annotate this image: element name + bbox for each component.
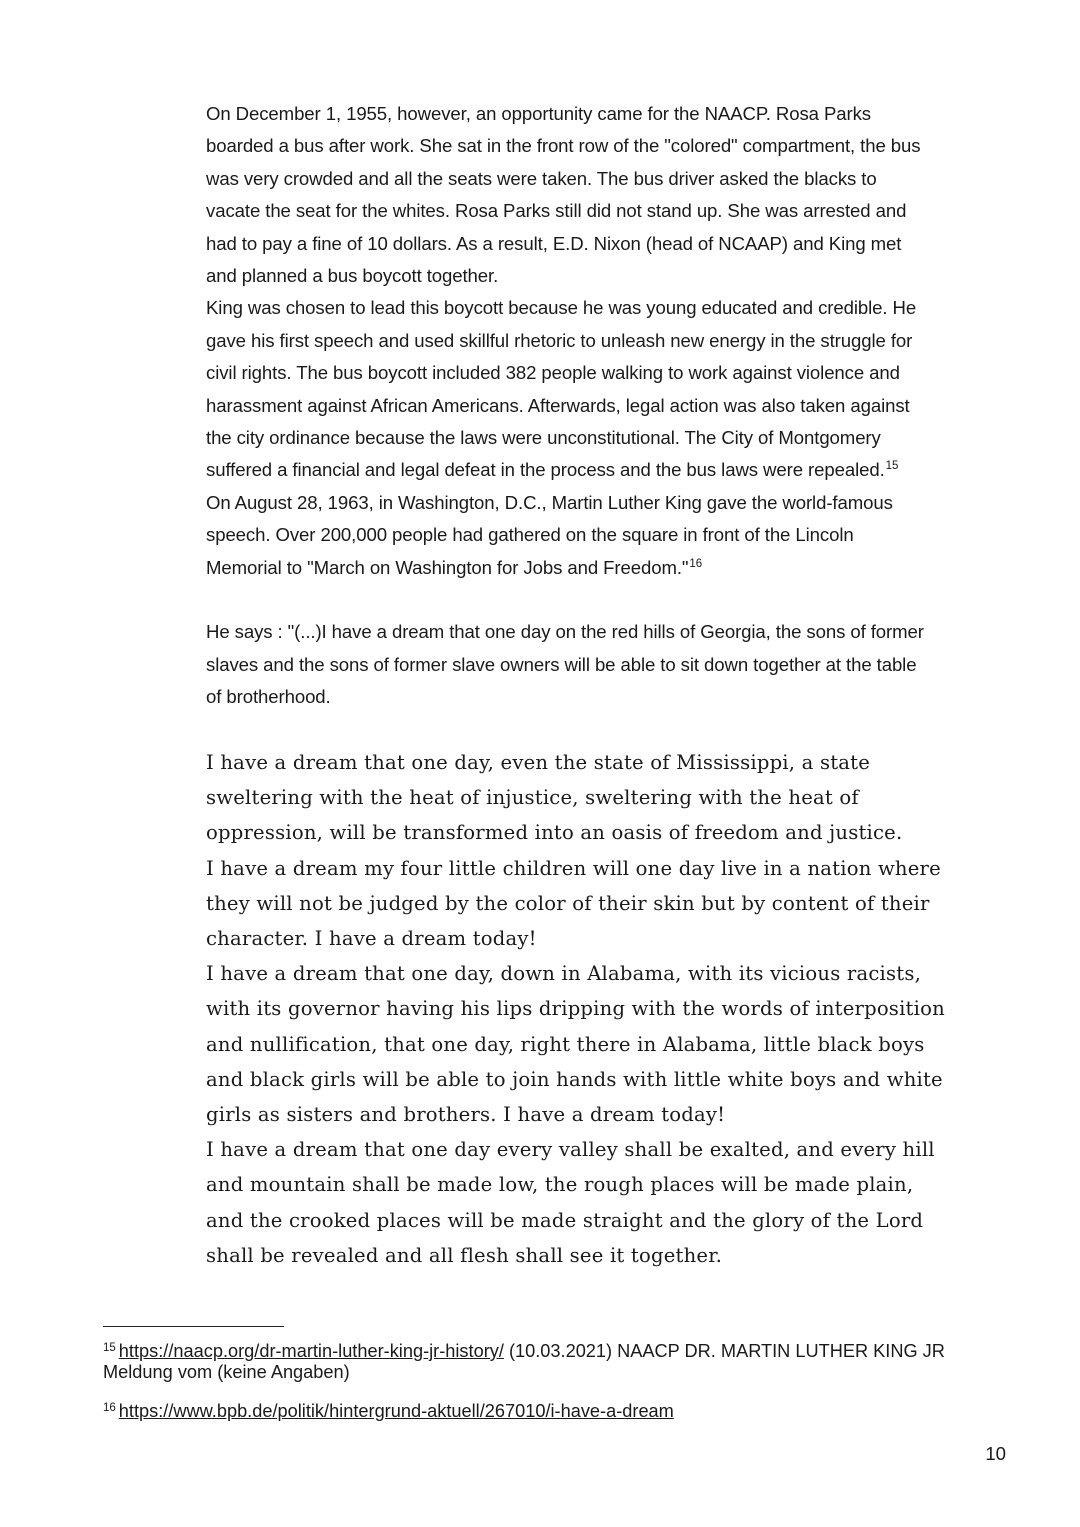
body-text (206, 98, 931, 713)
speech-part-valley: I have a dream that one day every valley shall be exalted, and every hill and mountain shall be made low, the rough places will be made plain, and the crooked places will be made straight and the glory of the Lord shall be revealed and all flesh shall see it together. (206, 1138, 935, 1267)
footnote-link[interactable]: https://www.bpb.de/politik/hintergrund-aktuell/267010/i-have-a-dream (118, 1401, 674, 1421)
speech-part-four-children: I have a dream my four little children will one day live in a nation where they will not be judged by the color of their skin but by content of their character. I have a dream today! (206, 856, 941, 951)
speech-part-mississippi: I have a dream that one day, even the state of Mississippi, a state sweltering with the heat of injustice, sweltering with the heat of oppression, will be transformed into an oasis of freedom and justice. (206, 751, 903, 845)
footnote-15 (103, 1341, 983, 1383)
paragraph-boycott: King was chosen to lead this boycott because he was young educated and credible. He gave his first speech and used skillful rhetoric to unleash new energy in the struggle for civil rights. The bus boycott included 382 people walking to work against violence and harassment against African Americans. Afterwards, legal action was also taken against the city ordinance because the laws were unconstitutional. The City of Montgomery suffered a financial and legal defeat in the process and the bus laws were repealed.$^{15}$ (206, 297, 917, 481)
footnote-link[interactable]: https://naacp.org/dr-martin-luther-king-jr-history/ (118, 1341, 504, 1361)
footnote-note: (10.03.2021) NAACP DR. MARTIN LUTHER KING JR Meldung vom (keine Angaben) (103, 1341, 945, 1382)
paragraph-march-on-washington: On August 28, 1963, in Washington, D.C., Martin Luther King gave the world-famous speech. Over 200,000 people had gathered on the square in front of the Lincoln Memorial to "March on Washington for Jobs and Freedom."$^{16}$ (206, 491, 893, 578)
footnote-ref-16[interactable]: 16 (689, 557, 702, 570)
speech-quote (206, 745, 946, 1273)
speech-part-alabama: I have a dream that one day, down in Alabama, with its vicious racists, with its governor having his lips dripping with the words of interposition and nullification, that one day, right there in Alabama, little black boys and black girls will be able to join hands with little white boys and white girls as sisters and brothers. I have a dream today! (206, 962, 945, 1127)
quote-intro: He says : "(...)I have a dream that one day on the red hills of Georgia, the sons of former slaves and the sons of former slave owners will be able to sit down together at the table of brotherhood. (206, 621, 924, 707)
footnote-ref-15[interactable]: 15 (885, 460, 899, 473)
footnote-number: 15 (103, 1342, 116, 1354)
footnote-16 (103, 1401, 983, 1422)
paragraph-rosa-parks: On December 1, 1955, however, an opportunity came for the NAACP. Rosa Parks boarded a bus after work. She sat in the front row of the "colored" compartment, the bus was very crowded and all the seats were taken. The bus driver asked the blacks to vacate the seat for the whites. Rosa Parks still did not stand up. She was arrested and had to pay a fine of 10 dollars. As a result, E.D. Nixon (head of NCAAP) and King met and planned a bus boycott together. (206, 103, 921, 287)
footnotes (103, 1341, 983, 1422)
footnote-separator (103, 1326, 284, 1327)
page-number: 10 (985, 1443, 1006, 1464)
footnote-number: 16 (103, 1402, 116, 1414)
